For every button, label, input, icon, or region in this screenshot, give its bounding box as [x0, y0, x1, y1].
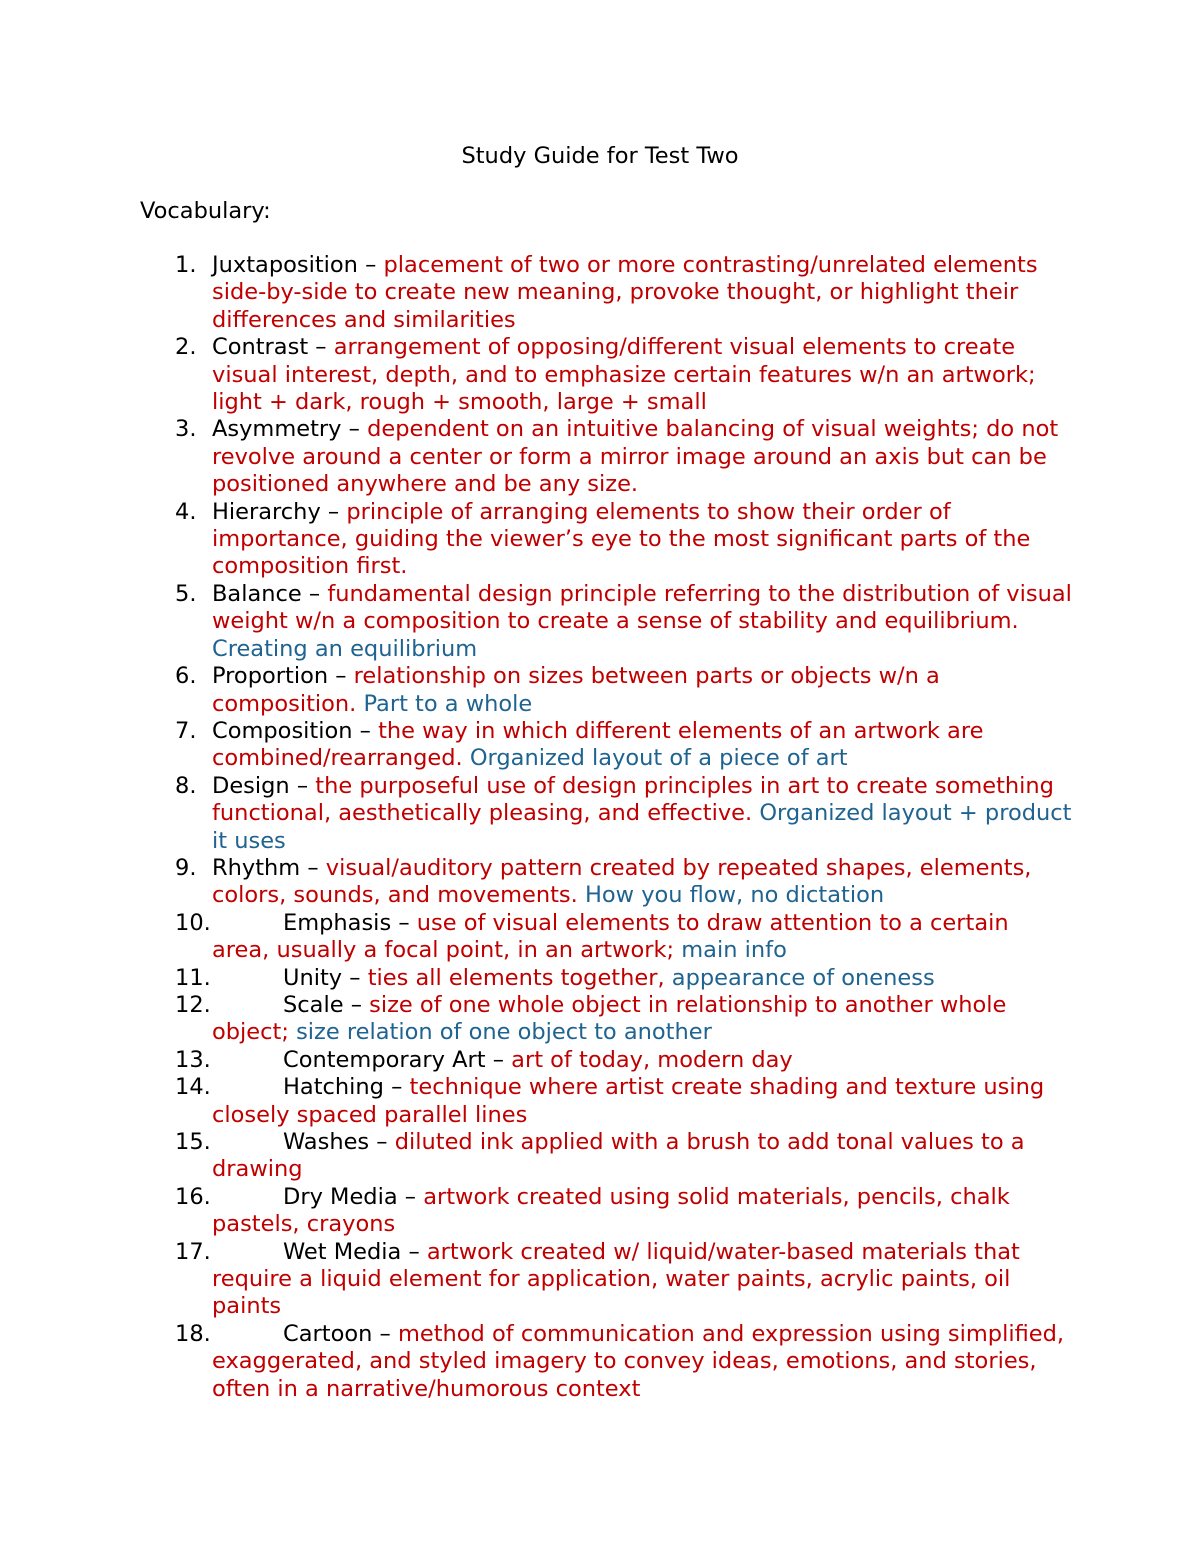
vocab-definition: dependent on an intuitive balancing of visual weights; do not revolve around a center or form a mirror image around an axis but can be positioned anywhere and be any size.: [212, 416, 1059, 498]
vocab-definition: the purposeful use of design principles in art to create something functional, aesthetically pleasing, and effective.: [212, 772, 1054, 827]
vocab-note: How you flow, no dictation: [584, 882, 885, 909]
vocab-definition: artwork created using solid materials, pencils, chalk pastels, crayons: [212, 1183, 1010, 1238]
vocab-note: Organized layout + product it uses: [212, 800, 1072, 854]
term-separator: –: [328, 663, 354, 690]
item-number: 17.: [175, 1238, 211, 1265]
section-heading: Vocabulary:: [140, 198, 271, 224]
item-number: 16.: [175, 1183, 211, 1210]
term-separator: –: [301, 580, 328, 607]
term-separator: –: [289, 772, 316, 799]
vocab-term: Juxtaposition: [212, 252, 358, 278]
item-number: 15.: [175, 1129, 211, 1155]
item-number: 6.: [175, 663, 197, 690]
term-separator: –: [372, 1320, 398, 1347]
item-number: 9.: [175, 854, 197, 881]
item-number: 12.: [175, 991, 211, 1018]
item-number: 3.: [175, 416, 197, 443]
vocab-term: Rhythm: [212, 854, 301, 881]
vocab-item: [175, 772, 1072, 855]
vocab-definition: use of visual elements to draw attention to a certain area, usually a focal point, in an artwork;: [212, 909, 1009, 964]
term-separator: –: [401, 1238, 427, 1265]
vocab-term: Hatching: [283, 1074, 384, 1101]
vocab-term: Wet Media: [283, 1238, 402, 1265]
vocab-definition: method of communication and expression using simplified, exaggerated, and styled imagery to convey ideas, emotions, and stories, often in a narrative/humorous context: [212, 1320, 1065, 1402]
term-separator: –: [343, 991, 370, 1018]
term-separator: –: [485, 1046, 512, 1073]
vocab-note: size relation of one object to another: [296, 1019, 712, 1046]
vocab-term: Proportion: [212, 663, 329, 690]
vocab-note: appearance of oneness: [671, 964, 935, 991]
vocab-item: [175, 1074, 1072, 1129]
vocab-item: [175, 1320, 1072, 1403]
vocab-item: [175, 964, 1072, 992]
term-separator: –: [320, 498, 347, 525]
vocab-item: [175, 1183, 1072, 1239]
vocab-definition: size of one whole object in relationship to another whole object;: [212, 991, 1007, 1046]
vocab-definition: arrangement of opposing/different visual elements to create visual interest, depth, and to emphasize certain features w/n an artwork; light + dark, rough + smooth, large + small: [212, 334, 1036, 416]
term-separator: –: [357, 252, 384, 278]
vocab-term: Design: [212, 772, 290, 799]
term-separator: –: [300, 854, 326, 881]
vocab-note: main info: [681, 937, 787, 964]
item-number: 5.: [175, 580, 197, 607]
vocab-item: [175, 909, 1072, 965]
vocab-term: Washes: [283, 1129, 370, 1155]
vocab-item: [175, 1129, 1072, 1184]
vocab-note: Creating an equilibrium: [212, 635, 478, 662]
vocab-note: Organized layout of a piece of art: [469, 745, 848, 772]
item-number: 11.: [175, 964, 211, 991]
vocab-definition: relationship on sizes between parts or objects w/n a composition.: [212, 663, 940, 717]
vocab-item: [175, 334, 1072, 416]
vocab-term: Asymmetry: [212, 416, 342, 443]
vocab-term: Dry Media: [283, 1183, 398, 1210]
item-number: 7.: [175, 717, 197, 744]
vocab-item: [175, 1046, 1072, 1074]
vocab-definition: ties all elements together,: [367, 964, 665, 991]
item-number: 1.: [175, 252, 197, 278]
vocab-term: Contrast: [212, 334, 309, 361]
vocab-definition: art of today, modern day: [511, 1046, 793, 1073]
vocab-definition: principle of arranging elements to show their order of importance, guiding the viewer’s eye to the most significant parts of the composition first.: [212, 498, 1031, 580]
item-number: 4.: [175, 498, 197, 525]
vocab-definition: placement of two or more contrasting/unrelated elements side-by-side to create new meaning, provoke thought, or highlight their differences and similarities: [212, 252, 1038, 333]
vocab-item: [175, 416, 1072, 498]
term-separator: –: [369, 1129, 395, 1155]
vocab-term: Cartoon: [283, 1320, 373, 1347]
vocab-term: Contemporary Art: [283, 1046, 486, 1073]
item-number: 14.: [175, 1074, 211, 1101]
term-separator: –: [352, 717, 379, 744]
vocab-term: Balance: [212, 580, 302, 607]
item-number: 18.: [175, 1320, 211, 1347]
vocab-definition: diluted ink applied with a brush to add tonal values to a drawing: [212, 1129, 1025, 1183]
vocab-item: [175, 580, 1072, 663]
vocab-term: Hierarchy: [212, 498, 321, 525]
vocab-item: [175, 991, 1072, 1047]
term-separator: –: [397, 1183, 424, 1210]
vocab-definition: technique where artist create shading and texture using closely spaced parallel lines: [212, 1074, 1045, 1128]
item-number: 10.: [175, 909, 211, 936]
vocab-item: [175, 1238, 1072, 1321]
item-number: 2.: [175, 334, 197, 361]
vocab-term: Unity: [283, 964, 343, 991]
vocab-item: [175, 252, 1072, 334]
page-title: Study Guide for Test Two: [461, 143, 739, 169]
vocab-note: Part to a whole: [363, 690, 533, 717]
vocab-definition: fundamental design principle referring to the distribution of visual weight w/n a composition to create a sense of stability and equilibrium.: [212, 580, 1072, 635]
vocab-item: [175, 663, 1072, 718]
vocab-item: [175, 854, 1072, 910]
term-separator: –: [383, 1074, 410, 1101]
term-separator: –: [341, 416, 368, 443]
item-number: 13.: [175, 1046, 211, 1073]
term-separator: –: [342, 964, 368, 991]
vocab-definition: the way in which different elements of an artwork are combined/rearranged.: [212, 717, 984, 772]
vocabulary-list: [175, 252, 1072, 1403]
vocab-definition: visual/auditory pattern created by repeated shapes, elements, colors, sounds, and movements.: [212, 854, 1032, 909]
vocab-definition: artwork created w/ liquid/water-based materials that require a liquid element for application, water paints, acrylic paints, oil paints: [212, 1238, 1020, 1320]
term-separator: –: [308, 334, 334, 361]
vocab-term: Emphasis: [283, 909, 392, 936]
vocab-item: [175, 498, 1072, 581]
item-number: 8.: [175, 772, 197, 799]
vocab-item: [175, 717, 1072, 773]
vocab-term: Scale: [283, 991, 344, 1018]
term-separator: –: [391, 909, 417, 936]
vocab-term: Composition: [212, 717, 353, 744]
